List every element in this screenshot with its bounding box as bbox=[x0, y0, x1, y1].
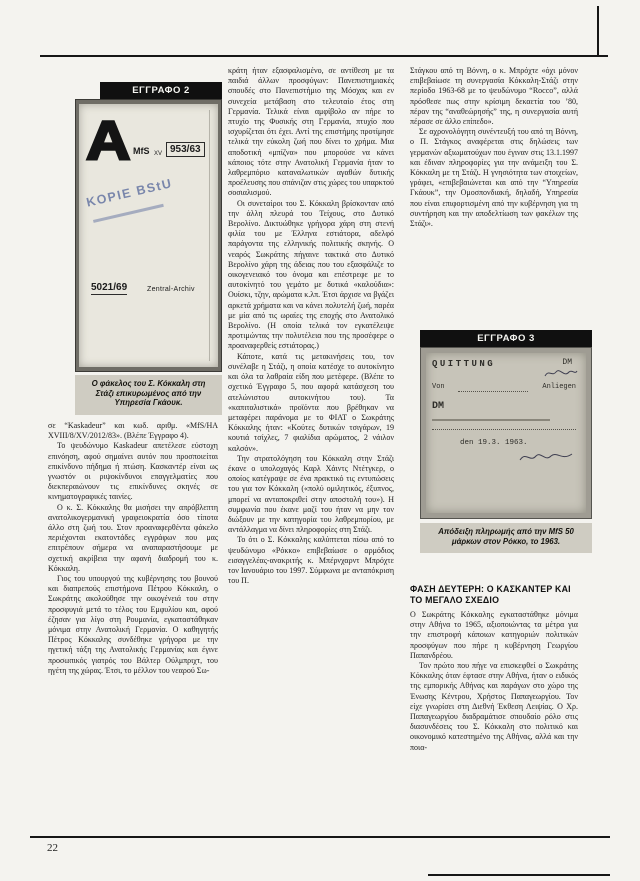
document-2-header: ΕΓΓΡΑΦΟ 2 bbox=[100, 82, 222, 99]
paragraph: κράτη ήταν εξασφαλισμένο, σε αντίθεση με τα παιδιά άλλων προσφύγων: Πανεπιστημιακές σπουδές στο Πανεπιστήμιο της Μόσχας και εν συνεχεία μετάβαση στο τελευταίο έτος στη Γερμανία. Τελικά είναι αμφίβολο αν πήρε το πτυχίο της Φυσικής στη Γερμανία, πτυχίο που ισχυρίζεται ότι έχει. Αντί της επιστήμης προτίμησε τελικά την εύκολη ζωή που δίνει το χρήμα. Μια αποδοτική «μπίζνα» που μπορούσε να κάνει κάποιος τότε στην Ανατολική Γερμανία ήταν το λαθρεμπόριο καταναλωτικών αγαθών δυτικής προέλευσης που σπάνιζαν στις χώρες του υπαρκτού σοσιαλισμού. bbox=[228, 66, 394, 198]
stasi-logo-a: A bbox=[86, 109, 131, 171]
handwritten-amount-mark bbox=[544, 367, 578, 379]
receipt-fine-print bbox=[432, 419, 550, 421]
column-3-upper-text bbox=[410, 66, 578, 324]
currency-label-2: DM bbox=[432, 401, 445, 412]
document-2-scan bbox=[75, 99, 222, 372]
document-2-caption: Ο φάκελος του Σ. Κόκκαλη στη Στάζι επικυρωμένος από την Υπηρεσία Γκάουκ. bbox=[75, 375, 222, 415]
receipt-paper bbox=[426, 353, 586, 513]
paragraph: Γιος του υπουργού της κυβέρνησης του βουνού και διαπρεπούς επιστήμονα Πέτρου Κόκκαλη, ο Σωκράτης ακολούθησε την οικογένειά του στην προσφυγιά μετά το τέλος του Εμφυλίου και, αφού έζησαν για λίγο στη Ρουμανία, εγκαταστάθηκαν μόνιμα στην Ανατολική Γερμανία. Ο καθηγητής Πέτρος Κόκκαλης συνδέθηκε γρήγορα με την ηγετική τάξη της Ανατολικής Γερμανίας και έγινε προσωπικός γιατρός του Βάλτερ Ούλμπριχτ, του ηγέτη της χώρας. Έτσι, το μέλλον του νεαρού Σω- bbox=[48, 574, 218, 675]
field-anliegen: Anliegen bbox=[542, 383, 576, 391]
currency-label: DM bbox=[562, 358, 572, 367]
paragraph: Οι συνεταίροι του Σ. Κόκκαλη βρίσκονταν από την άλλη πλευρά του Τείχους, στο Δυτικό Βερολίνο. Δικτυώθηκε γρήγορα χάρη στη στενή φιλία του με Έλληνα εστιάτορα, αδελφό παράγοντα της ελληνικής πολιτικής σκηνής. Ο νεαρός Σωκράτης πήγαινε τακτικά στο Δυτικό Βερολίνο χάρη της άδειας που του εξασφάλιζε το οικογενειακό του όνομα και επέστρεφε με το αυτοκίνητό του γεμάτο με δυτικά «καλούδια»: Ουίσκι, τζην, αρώματα κ.λπ. Έτσι άρχισε να βγάζει αρκετά χρήματα και να κάνει πολυτελή ζωή, παρέα με μία από τις ωραίες της εποχής στο Ανατολικό Βερολίνο. (Η οποία τελικά τον εγκατέλειψε προτιμώντας την πολυτέλεια που της προσέφερε ο προαναφερθείς εστιάτορας.) bbox=[228, 198, 394, 351]
paper-fold-line bbox=[209, 110, 210, 361]
file-number: 953/63 bbox=[166, 142, 205, 157]
mfs-department-label: XV bbox=[154, 151, 163, 157]
archive-label: Zentral-Archiv bbox=[147, 286, 195, 293]
section-heading: ΦΑΣΗ ΔΕΥΤΕΡΗ: Ο ΚΑΣΚΑΝΤΕΡ ΚΑΙ ΤΟ ΜΕΓΑΛΟ ΣΧΕΔΙΟ bbox=[410, 584, 571, 605]
paragraph: Σε αχρονολόγητη συνέντευξή του από τη Βόννη, ο Π. Στάγκος αναφέρεται στις δηλώσεις των γερμανών αξιωματούχων που έγιναν στις 13.1.1997 και έδιναν πληροφορίες για την ανάμειξη του Σ. Κόκκαλη με τη Στάζι. Η γνησιότητα των στοιχείων, γράφει, «επιβεβαιώνεται και από την “Υπηρεσία Γκάουκ”, την Ομοσπονδιακή, δηλαδή, Υπηρεσία που είναι επιφορτισμένη από την κυβέρνηση για τη συντήρηση και την αποδελτίωση των φακέλων της Στάζι». bbox=[410, 127, 578, 229]
bottom-right-rule bbox=[428, 874, 610, 876]
column-2-text bbox=[228, 66, 394, 814]
receipt-date: den 19.3. 1963. bbox=[460, 439, 528, 447]
paragraph: Τον πρώτο που πήγε να επισκεφθεί ο Σωκράτης Κόκκαλης όταν έφτασε στην Αθήνα, ήταν ο ειδικός της εμπορικής Αθήνας και παράγων στο χώρο της Ένωσης Κέντρου, Χρήστος Παπαγεωργίου. Τον είχε γνωρίσει στη Διεθνή Έκθεση Λειψίας. Ο Χρ. Παπαγεωργίου διαδραμάτισε σπουδαίο ρόλο στις διασυνδέσεις του Σ. Κόκκαλη στο πολιτικό και οικονομικό κατεστημένο της Αθήνας, αλλά και την ποια- bbox=[410, 661, 578, 752]
field-von: Von bbox=[432, 383, 445, 391]
mfs-label: MfS bbox=[133, 146, 150, 156]
paragraph: Το ψευδώνυμο Kaskadeur απετέλεσε εύστοχη επινόηση, αφού σημαίνει αυτόν που προσποιείται επικίνδυνο πήδημα ή πτώση. Κασκαντέρ είναι ως γνωστόν οι ριψοκίνδυνοι επαγγελματίες που διεκπεραιώνουν τις επικίνδυνες σκηνές σε κινηματογραφικές ταινίες. bbox=[48, 441, 218, 502]
dotted-fill-line bbox=[458, 391, 528, 392]
paragraph: Κάποτε, κατά τις μετακινήσεις του, τον συνέλαβε η Στάζι, η οποία κατέσχε το αυτοκίνητο και όλα τα λαθραία είδη που μετέφερε. (Βλέπε το σχετικό Έγγραφο 5, που αφορά κατάσχεση του ατελώνιστου αυτοκινήτου του). Τα «καπιταλιστικά» προϊόντα που βρέθηκαν να μεταφέρει παράνομα με το ΦΙΑΤ ο Σωκράτης Κόκκαλης ήταν: «Κούτες δυτικών τσιγάρων, 19 κουτιά τσίχλες, 7 φιαλίδια αρώματος, 2 νάιλον καλσόν». bbox=[228, 351, 394, 453]
paragraph: Την στρατολόγηση του Κόκκαλη στην Στάζι έκανε ο υπολοχαγός Καρλ Χάιντς Ντέτγκερ, ο οποίος κατέγραψε σε ένα πρακτικό τις εντυπώσεις του για τον Κόκκαλη («πολύ ομιλητικός, έξυπνος, μπορεί να ανταποκριθεί στην αποστολή του»). Η συμφωνία που έκανε μαζί του ήταν να μην τον διώξουν με την κατηγορία του λαθρεμπορίου, με αντάλλαγμα να δίνει πληροφορίες στη Στάζι. bbox=[228, 453, 394, 535]
paragraph: Ο κ. Σ. Κόκκαλης θα μισήσει την απρόβλεπτη ανατολικογερμανική γραφειοκρατία όσο τίποτα άλλο στη ζωή του. Στον προαναφερθέντα φάκελο περιέχονται εκατοντάδες εγγράφων που μας επιτρέπουν σήμερα να αναπαραστήσουμε με σχετική ακρίβεια την αφανή διαδρομή του κ. Κόκκαλη. bbox=[48, 502, 218, 573]
paragraph: Στάγκου από τη Βόννη, ο κ. Μπρόχτε «όχι μόνον επιβεβαίωσε τη συνεργασία Κόκκαλη-Στάζι στην περίοδο 1963-68 με το ψευδώνυμο “Rocco”, αλλά πρόσθεσε πως στην κρίσιμη δεκαετία του ’80, πέραν της “αναθεώρησής” της, η συνεργασία αυτή πέρασε σε άλλο επίπεδο». bbox=[410, 66, 578, 127]
top-right-rule bbox=[597, 6, 599, 57]
bottom-rule bbox=[30, 836, 610, 838]
document-3-caption: Απόδειξη πληρωμής από την MfS 50 μάρκων στον Ρόκκο, το 1963. bbox=[420, 523, 592, 553]
stamp-fine-print bbox=[93, 204, 164, 223]
page-number: 22 bbox=[47, 842, 58, 854]
dotted-line bbox=[432, 429, 576, 430]
stasi-file-cover bbox=[79, 104, 218, 367]
paragraph: Ο Σωκράτης Κόκκαλης εγκαταστάθηκε μόνιμα στην Αθήνα το 1965, αξιοποιώντας τα μέτρα για την επιστροφή κάποιων κατηγοριών πολιτικών προσφύγων που πήρε η κυβέρνηση Γεωργίου Παπανδρέου. bbox=[410, 610, 578, 660]
column-1-text bbox=[48, 421, 218, 813]
column-3-lower-text bbox=[410, 610, 578, 814]
kopie-bstu-stamp: KOPIE BStU bbox=[85, 176, 174, 210]
quittung-title: QUITTUNG bbox=[432, 359, 496, 369]
paragraph: σε “Kaskadeur” και κωδ. αριθμ. «MfS/HA XVIII/8/XV/2012/83». (Βλέπε Έγγραφο 4). bbox=[48, 421, 218, 441]
document-3-scan bbox=[420, 347, 592, 519]
document-3-header: ΕΓΓΡΑΦΟ 3 bbox=[420, 330, 592, 347]
paragraph: Το ότι ο Σ. Κόκκαλης καλύπτεται πίσω από το ψευδώνυμο «Ρόκκο» επιβεβαίωσε ο αρμόδιος εισαγγελέας-ανακριτής κ. Μπέρνχαρντ Μπρόχτε τον Ιανουάριο του 1997. Σύμφωνα με ανταπόκριση του Π. bbox=[228, 535, 394, 586]
top-rule bbox=[40, 55, 608, 57]
archive-number: 5021/69 bbox=[91, 282, 128, 293]
handwritten-signature-mark bbox=[518, 449, 574, 465]
